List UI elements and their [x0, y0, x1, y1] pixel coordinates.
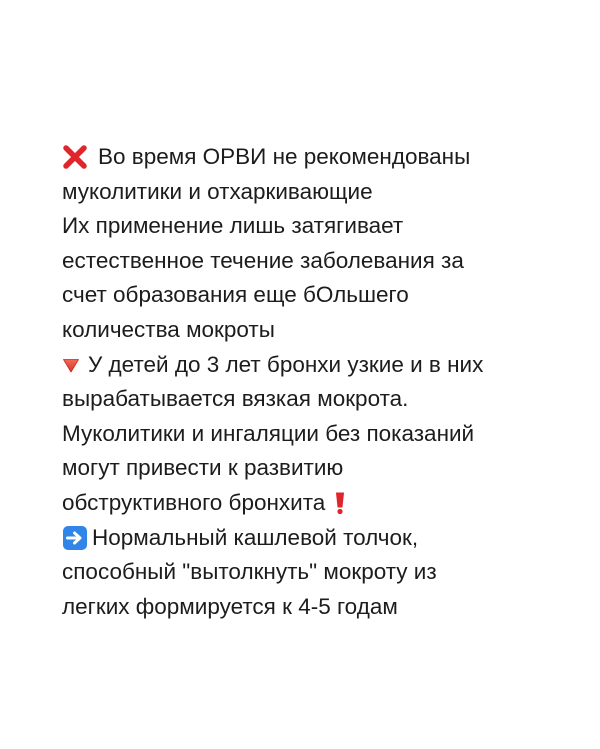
text-line-label: количества мокроты: [62, 316, 275, 342]
text-line-label: могут привести к развитию: [62, 455, 344, 481]
text-line: [62, 313, 582, 348]
text-line: [62, 417, 582, 452]
text-line: [62, 590, 582, 625]
text-line: [62, 209, 582, 244]
text-line-label: Нормальный кашлевой толчок,: [92, 524, 419, 550]
text-line: [62, 521, 582, 556]
right-arrow-icon: [62, 525, 88, 551]
text-line-label: Их применение лишь затягивает: [62, 213, 404, 239]
text-line-label: обструктивного бронхита: [62, 489, 326, 515]
text-line: [62, 486, 582, 521]
text-line-label: вырабатывается вязкая мокрота.: [62, 386, 409, 412]
post-text: [62, 140, 582, 624]
text-line-label: счет образования еще бОльшего: [62, 282, 409, 308]
text-line-label: муколитики и отхаркивающие: [62, 178, 373, 204]
text-line-label: У детей до 3 лет бронхи узкие и в них: [88, 351, 484, 377]
text-line: [62, 175, 582, 210]
red-exclamation-icon: [333, 490, 347, 516]
cross-mark-icon: [62, 144, 88, 170]
text-line: [62, 382, 582, 417]
text-line-label: Во время ОРВИ не рекомендованы: [98, 144, 471, 169]
text-line: [62, 278, 582, 313]
text-line: [62, 140, 582, 175]
red-triangle-down-icon: [62, 356, 80, 374]
text-line-label: легких формируется к 4-5 годам: [62, 593, 398, 619]
text-line-label: Муколитики и ингаляции без показаний: [62, 420, 475, 446]
text-line: [62, 348, 582, 383]
text-line-label: способный "вытолкнуть" мокроту из: [62, 559, 437, 585]
text-line-label: естественное течение заболевания за: [62, 247, 464, 273]
text-line: [62, 244, 582, 279]
text-line: [62, 451, 582, 486]
text-line: [62, 555, 582, 590]
